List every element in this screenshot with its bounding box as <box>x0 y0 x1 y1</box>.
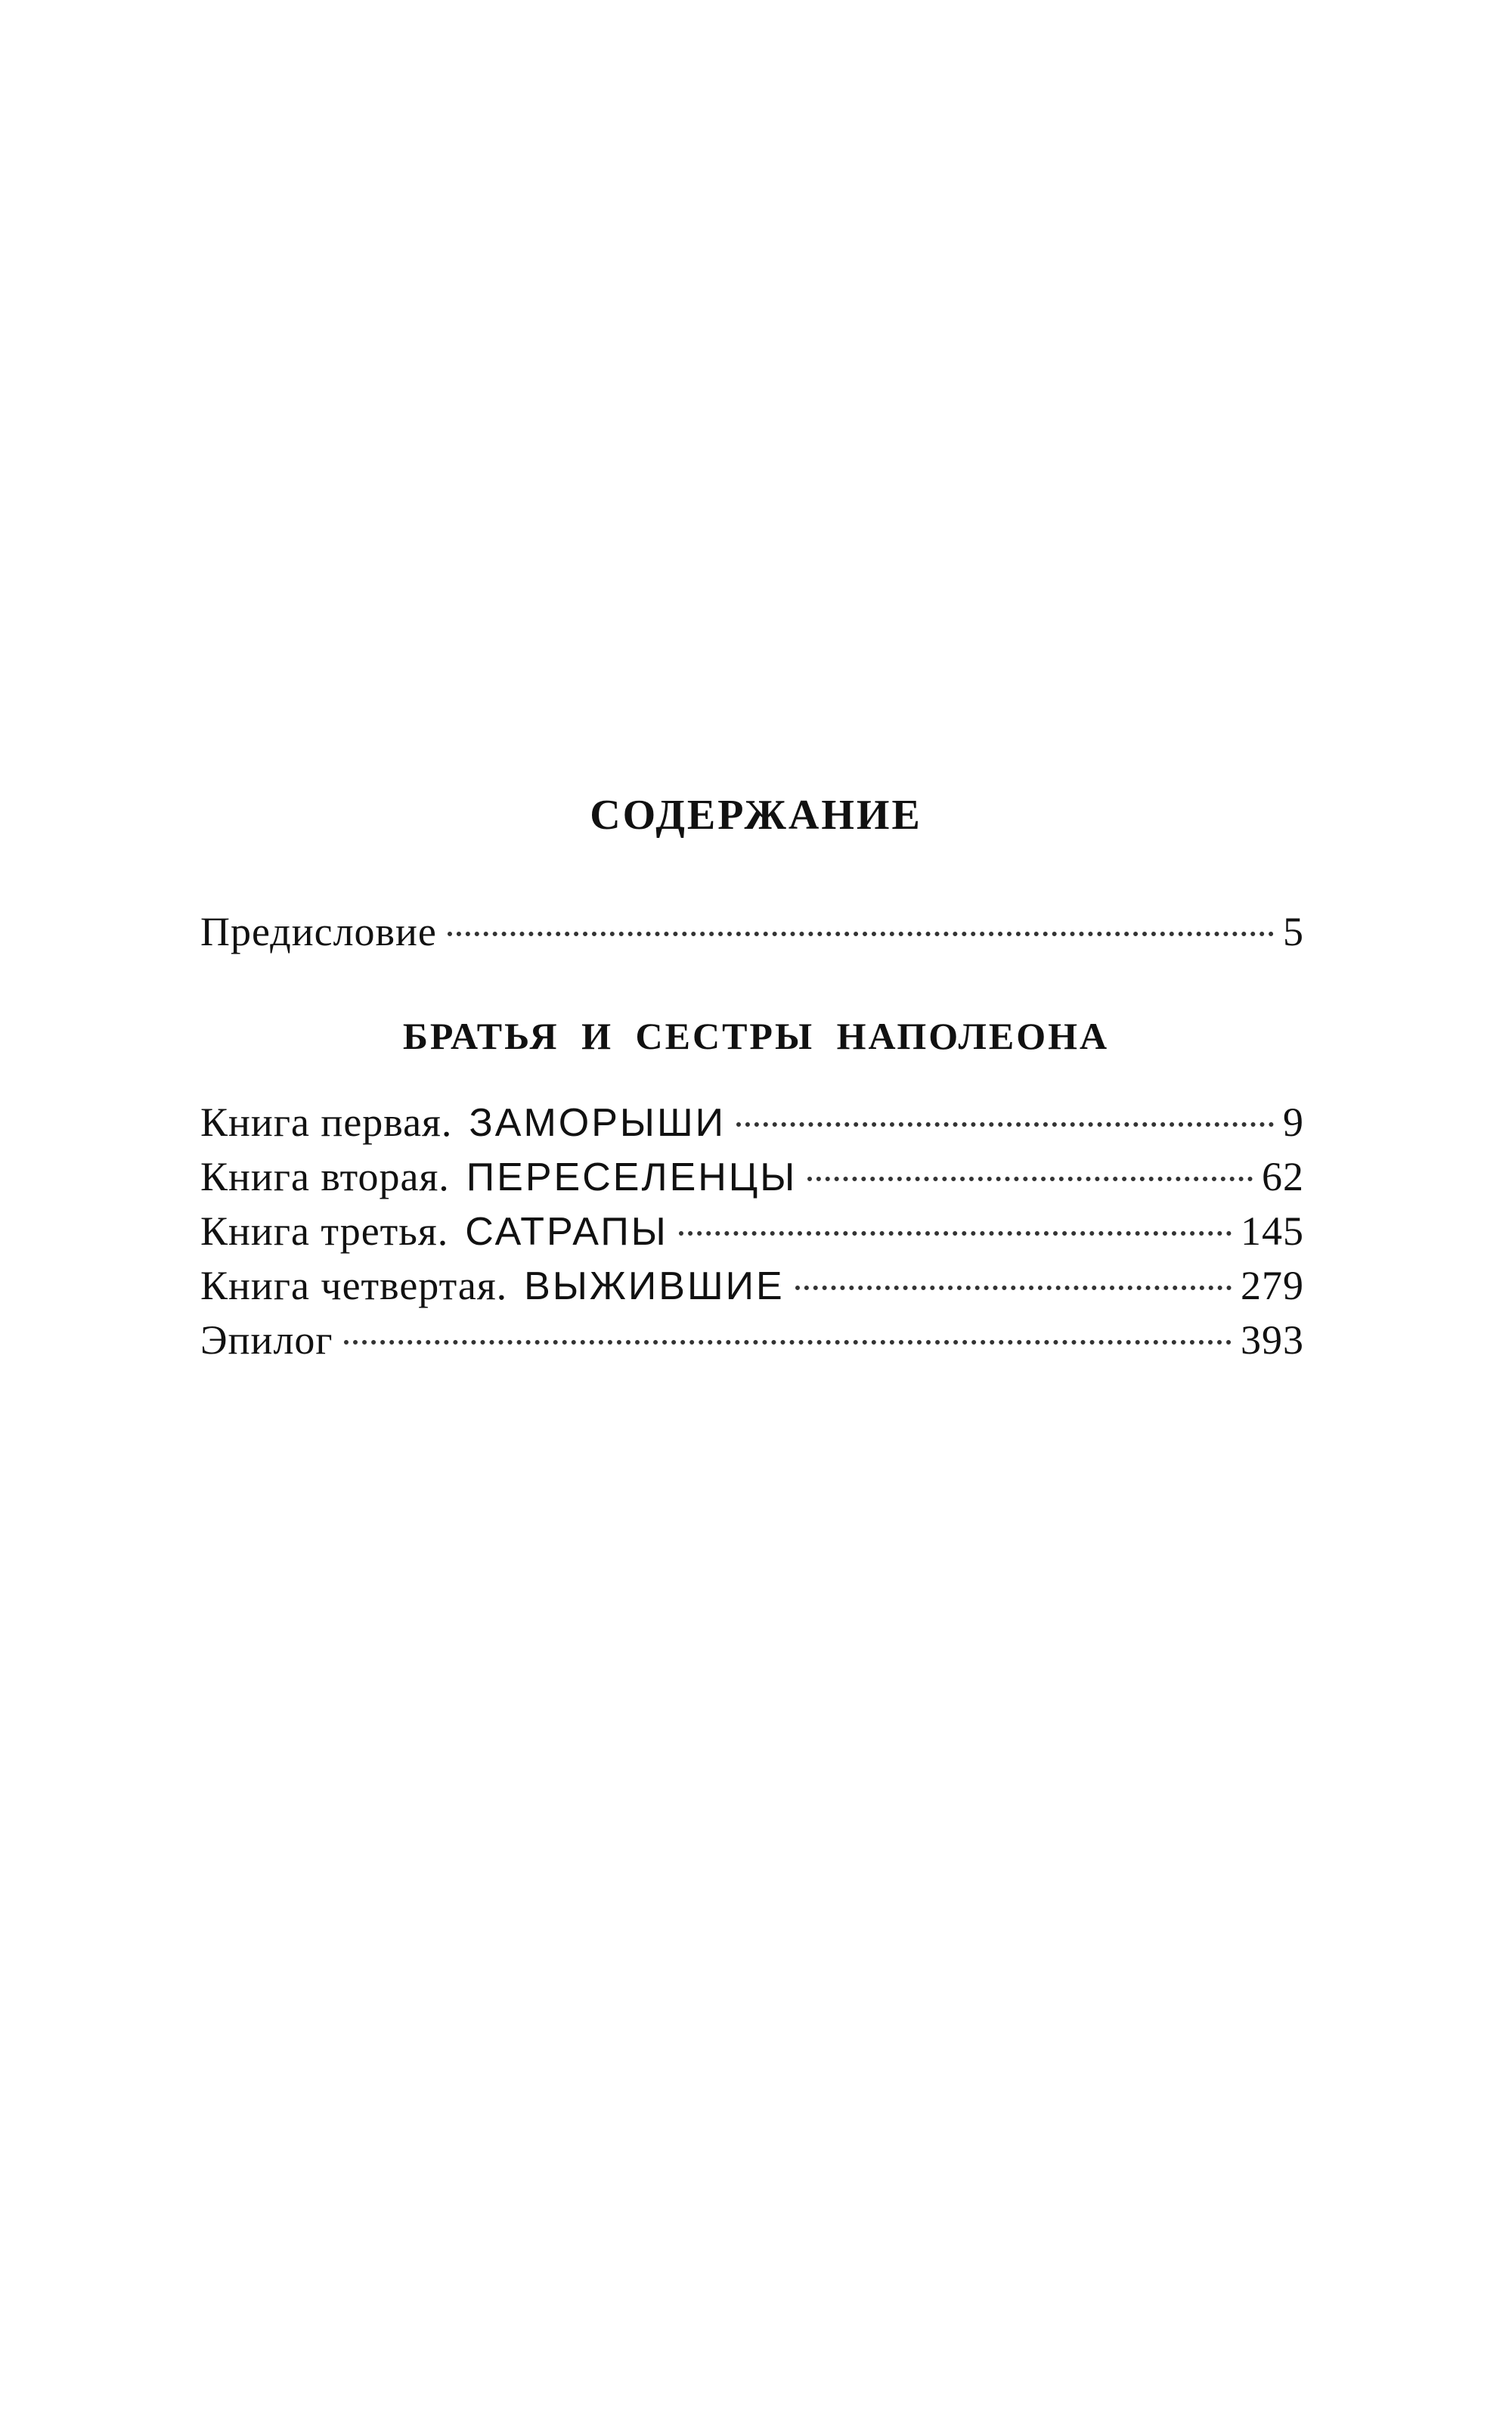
dot-leader <box>679 1231 1232 1236</box>
toc-entry-book-1 <box>200 1095 1304 1149</box>
page-number: 145 <box>1241 1208 1304 1254</box>
entry-subtitle: ПЕРЕСЕЛЕНЦЫ <box>466 1155 798 1199</box>
dot-leader <box>344 1340 1232 1345</box>
dot-leader <box>795 1286 1232 1290</box>
dot-leader <box>448 932 1274 936</box>
entry-subtitle: САТРАПЫ <box>465 1210 668 1254</box>
dot-leader <box>736 1122 1274 1127</box>
entry-label: Книга первая. <box>200 1100 453 1145</box>
toc-entry-preface <box>200 904 1304 959</box>
entry-label: Книга вторая. <box>200 1154 450 1199</box>
entry-subtitle: ВЫЖИВШИЕ <box>524 1264 785 1308</box>
page-number: 62 <box>1262 1154 1304 1199</box>
section-heading: БРАТЬЯ И СЕСТРЫ НАПОЛЕОНА <box>402 1015 1110 1057</box>
toc-entry-book-2 <box>200 1149 1304 1204</box>
page-number: 9 <box>1283 1100 1304 1145</box>
entry-label: Предисловие <box>200 909 437 954</box>
toc-entry-epilogue <box>200 1313 1304 1367</box>
dot-leader <box>807 1177 1253 1181</box>
toc-entry-book-4 <box>200 1258 1304 1313</box>
page-number: 279 <box>1241 1263 1304 1308</box>
contents-heading: СОДЕРЖАНИЕ <box>590 792 922 839</box>
page-number: 5 <box>1283 909 1304 954</box>
toc-entry-book-3 <box>200 1204 1304 1258</box>
entry-subtitle: ЗАМОРЫШИ <box>469 1101 726 1145</box>
page-number: 393 <box>1241 1317 1304 1363</box>
entry-label: Книга третья. <box>200 1208 449 1254</box>
entry-label: Книга четвертая. <box>200 1263 508 1308</box>
entry-label: Эпилог <box>200 1317 333 1363</box>
